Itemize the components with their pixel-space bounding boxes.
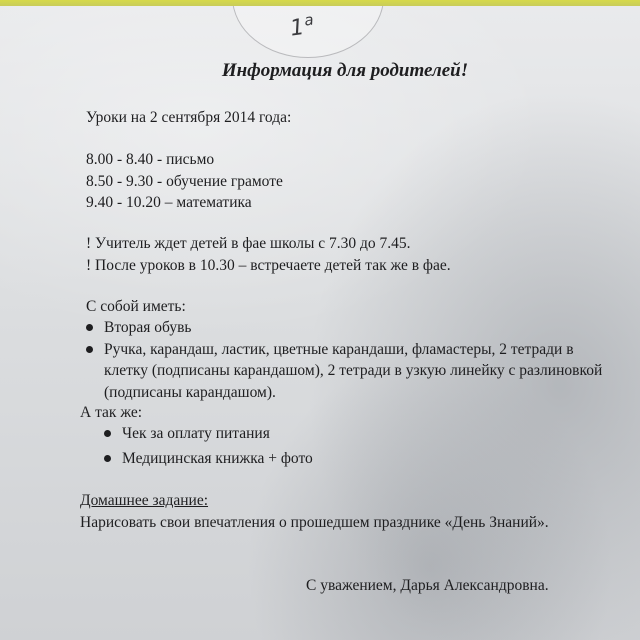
bullet-icon bbox=[104, 455, 111, 462]
schedule-line: 9.40 - 10.20 – математика bbox=[86, 194, 252, 211]
bring-list bbox=[86, 317, 606, 403]
signature: С уважением, Дарья Александровна. bbox=[306, 577, 549, 594]
lessons-heading: Уроки на 2 сентября 2014 года: bbox=[86, 109, 292, 126]
notice-sheet bbox=[0, 6, 640, 640]
page-number-suffix: a bbox=[303, 10, 316, 30]
homework-heading: Домашнее задание: bbox=[80, 492, 209, 509]
list-item bbox=[104, 423, 524, 445]
list-item-text: Чек за оплату питания bbox=[122, 425, 270, 442]
schedule-line: 8.00 - 8.40 - письмо bbox=[86, 151, 215, 168]
handwritten-page-number bbox=[288, 10, 317, 41]
notice-title: Информация для родителей! bbox=[221, 60, 469, 81]
also-list bbox=[104, 423, 524, 472]
note-line: ! Учитель ждет детей в фае школы с 7.30 до 7.45. bbox=[86, 235, 411, 252]
lesson-schedule bbox=[86, 149, 283, 214]
notes bbox=[86, 233, 451, 276]
bullet-icon bbox=[86, 346, 93, 353]
list-item-text: Ручка, карандаш, ластик, цветные карандаши, фламастеры, 2 тетради в клетку (подписаны карандашом), 2 тетради в узкую линейку с разлиновкой (подписаны карандашом). bbox=[104, 340, 603, 401]
homework-text: Нарисовать свои впечатления о прошедшем празднике «День Знаний». bbox=[80, 514, 549, 531]
bullet-icon bbox=[86, 324, 93, 331]
also-heading: А так же: bbox=[80, 404, 143, 421]
bullet-icon bbox=[104, 430, 111, 437]
page-number-main: 1 bbox=[288, 14, 307, 42]
list-item bbox=[86, 317, 606, 339]
bring-heading: С собой иметь: bbox=[86, 298, 186, 315]
list-item-text: Медицинская книжка + фото bbox=[122, 449, 313, 467]
list-item bbox=[86, 339, 606, 404]
schedule-line: 8.50 - 9.30 - обучение грамоте bbox=[86, 172, 283, 190]
list-item bbox=[104, 448, 524, 470]
list-item-text: Вторая обувь bbox=[104, 319, 192, 336]
note-line: ! После уроков в 10.30 – встречаете детей так же в фае. bbox=[86, 256, 451, 274]
